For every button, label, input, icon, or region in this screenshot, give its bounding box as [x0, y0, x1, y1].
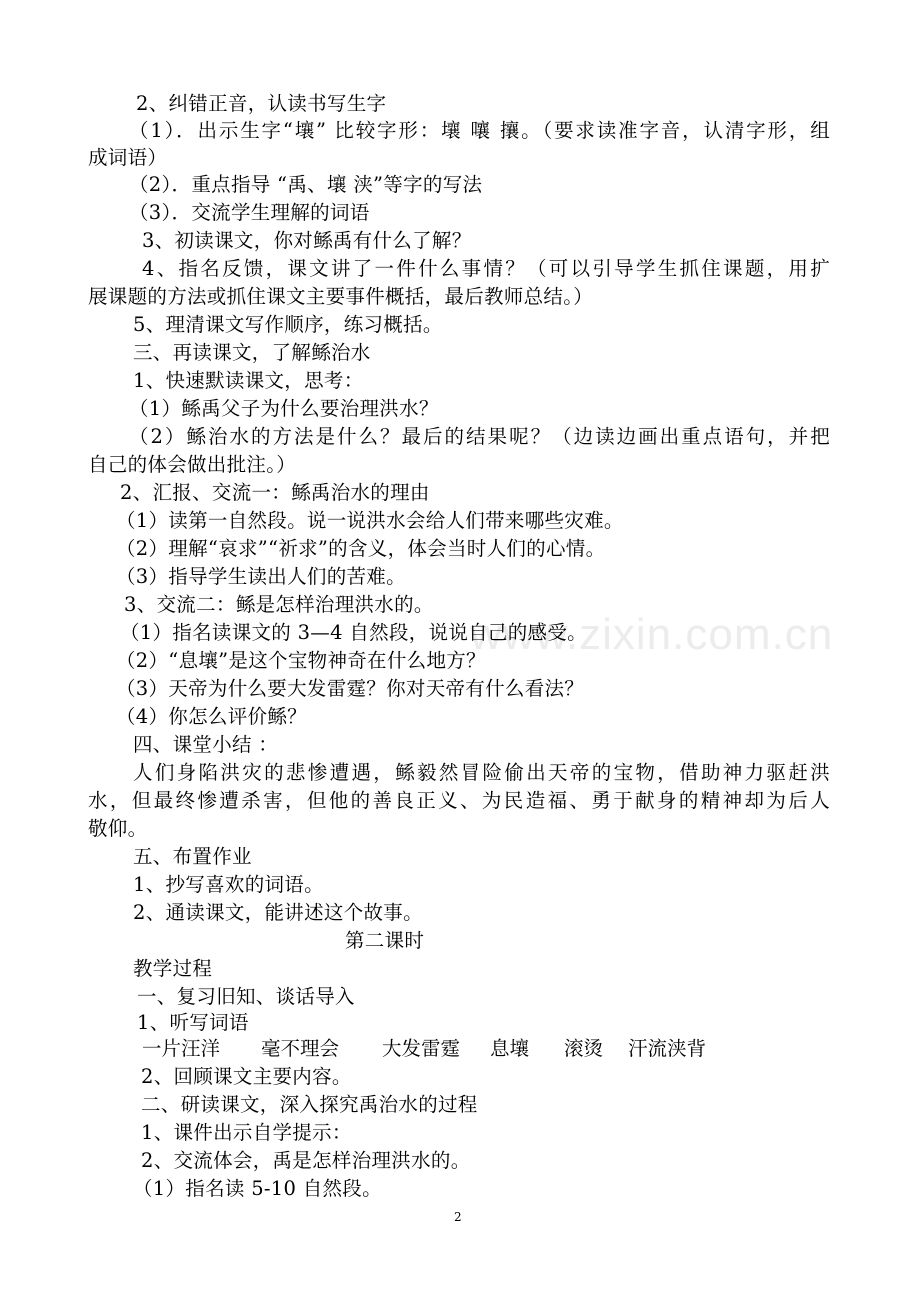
- text-line: 3、交流二：鲧是怎样治理洪水的。: [124, 593, 434, 616]
- text-line: （2）．重点指导 “禹、壤 浃”等字的写法: [129, 173, 483, 196]
- text-line: （3）天帝为什么要大发雷霆？你对天帝有什么看法？: [116, 677, 585, 700]
- vocab-word: 滚烫: [564, 1037, 604, 1060]
- lesson-title: 第二课时: [345, 929, 425, 952]
- text-line: 4、指名反馈，课文讲了一件什么事情？（可以引导学生抓住课题，用扩: [142, 257, 830, 280]
- text-line: （2）理解“哀求”“祈求”的含义，体会当时人们的心情。: [116, 537, 606, 560]
- text-line: 教学过程: [133, 957, 213, 980]
- text-line: 1、听写词语: [137, 1011, 249, 1034]
- page-number: 2: [454, 1210, 462, 1224]
- text-line: （1）读第一自然段。说一说洪水会给人们带来哪些灾难。: [116, 509, 624, 532]
- text-line: （1）．出示生字“壤” 比较字形：壤 嚷 攘。（要求读准字音，认清字形，组: [129, 119, 830, 142]
- text-line: 1、课件出示自学提示：: [141, 1121, 352, 1144]
- section-heading: 五、布置作业: [133, 845, 252, 868]
- text-line: 1、快速默读课文，思考：: [133, 369, 364, 392]
- text-line: （1）指名读课文的 3—4 自然段，说说自己的感受。: [120, 621, 587, 644]
- section-heading: 四、课堂小结 ：: [133, 733, 279, 756]
- text-line: 水，但最终惨遭杀害，但他的善良正义、为民造福、勇于献身的精神却为后人: [88, 789, 830, 812]
- text-line: 2、纠错正音，认读书写生字: [136, 92, 387, 115]
- text-line: 1、抄写喜欢的词语。: [133, 873, 324, 896]
- section-heading: 三、再读课文，了解鲧治水: [133, 341, 371, 364]
- text-line: 2、交流体会，禹是怎样治理洪水的。: [141, 1149, 471, 1172]
- vocab-word: 大发雷霆: [382, 1037, 461, 1060]
- section-heading: 一、复习旧知、谈话导入: [137, 985, 355, 1008]
- text-line: 2、回顾课文主要内容。: [141, 1065, 352, 1088]
- vocab-word: 息壤: [490, 1037, 530, 1060]
- vocab-word: 毫不理会: [261, 1037, 340, 1060]
- watermark: www.zixin.com.cn: [470, 610, 834, 659]
- text-line: （1）指名读 5-10 自然段。: [133, 1177, 382, 1200]
- text-line: （3）．交流学生理解的词语: [129, 201, 370, 224]
- text-line: 敬仰。: [88, 817, 148, 840]
- text-line: 3、初读课文，你对鲧禹有什么了解？: [142, 229, 472, 252]
- text-line: 展课题的方法或抓住课文主要事件概括，最后教师总结。）: [88, 285, 594, 308]
- text-line: （3）指导学生读出人们的苦难。: [116, 565, 406, 588]
- text-line: 成词语）: [88, 146, 168, 169]
- text-line: （2）鲧治水的方法是什么？最后的结果呢？（边读边画出重点语句，并把: [129, 425, 830, 448]
- text-line: 人们身陷洪灾的悲惨遭遇，鲧毅然冒险偷出天帝的宝物，借助神力驱赶洪: [133, 761, 830, 784]
- text-line: （2）“息壤”是这个宝物神奇在什么地方？: [116, 649, 486, 672]
- text-line: 2、汇报、交流一：鲧禹治水的理由: [120, 481, 430, 504]
- vocab-word: 汗流浃背: [628, 1037, 707, 1060]
- text-line: 自己的体会做出批注。）: [88, 453, 297, 476]
- text-line: 5、理清课文写作顺序，练习概括。: [133, 313, 443, 336]
- text-line: （4）你怎么评价鲧？: [116, 705, 307, 728]
- text-line: （1）鲧禹父子为什么要治理洪水？: [129, 397, 439, 420]
- vocab-word: 一片汪洋: [142, 1037, 221, 1060]
- section-heading: 二、研读课文，深入探究禹治水的过程: [141, 1093, 478, 1116]
- text-line: 2、通读课文，能讲述这个故事。: [133, 901, 423, 924]
